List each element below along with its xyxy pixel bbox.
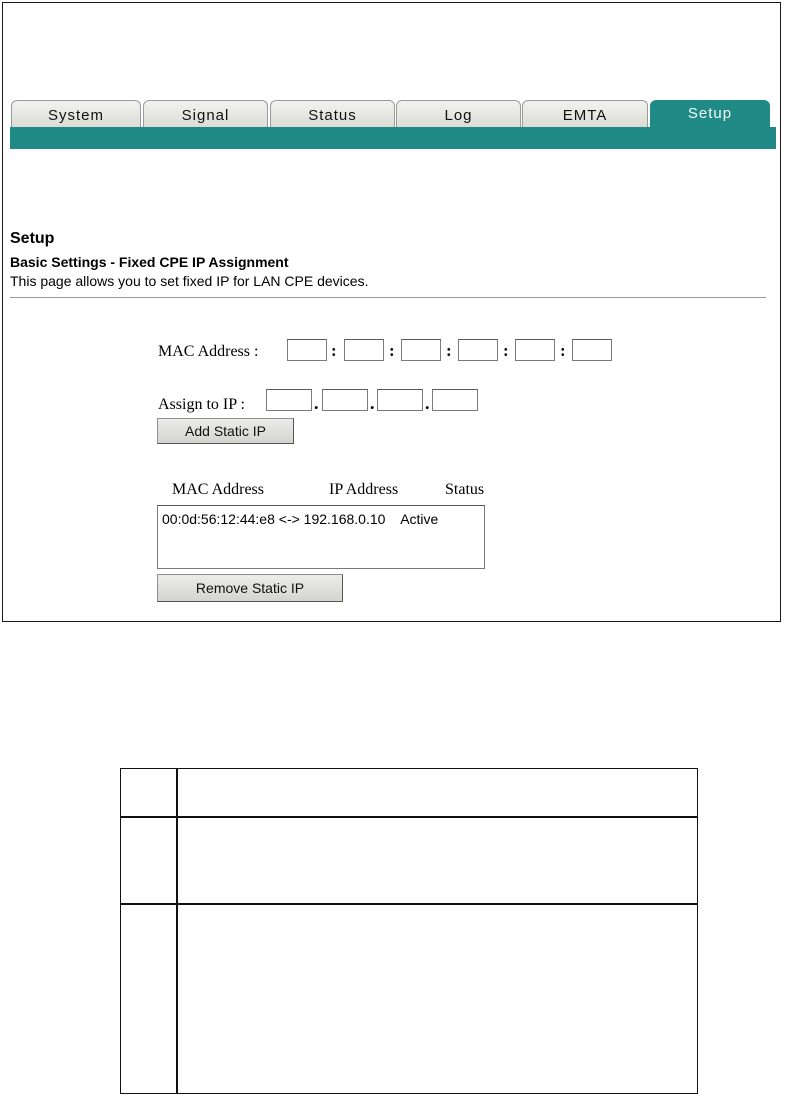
tab-signal[interactable]: Signal — [143, 100, 268, 127]
ip-octet-3-input[interactable] — [377, 389, 423, 411]
tab-bar — [10, 100, 776, 127]
divider — [10, 297, 766, 298]
mac-octet-1-input[interactable] — [287, 339, 327, 361]
static-ip-listbox[interactable] — [157, 505, 485, 569]
list-item[interactable]: 00:0d:56:12:44:e8 <-> 192.168.0.10 Active — [162, 511, 439, 527]
add-static-ip-button[interactable]: Add Static IP — [157, 418, 294, 444]
tab-underline-bar — [10, 127, 776, 149]
ip-octet-1-input[interactable] — [266, 389, 312, 411]
page-subtitle: Basic Settings - Fixed CPE IP Assignment — [10, 254, 289, 270]
ip-octet-2-input[interactable] — [322, 389, 368, 411]
colon-separator: : — [389, 341, 395, 360]
remove-static-ip-button[interactable]: Remove Static IP — [157, 574, 343, 602]
tab-log[interactable]: Log — [396, 100, 521, 127]
table-row-divider — [121, 903, 697, 905]
page-description: This page allows you to set fixed IP for LAN CPE devices. — [10, 273, 369, 289]
tab-status[interactable]: Status — [270, 100, 395, 127]
tab-emta[interactable]: EMTA — [522, 100, 648, 127]
colon-separator: : — [446, 341, 452, 360]
dot-separator: . — [425, 393, 430, 413]
mac-octet-3-input[interactable] — [401, 339, 441, 361]
mac-address-label: MAC Address : — [158, 343, 259, 360]
colon-separator: : — [560, 341, 566, 360]
table-row-divider — [121, 816, 697, 818]
mac-octet-5-input[interactable] — [515, 339, 555, 361]
column-header-status: Status — [445, 481, 485, 498]
colon-separator: : — [331, 341, 337, 360]
document-table — [120, 768, 698, 1094]
tab-setup[interactable]: Setup — [650, 100, 770, 127]
dot-separator: . — [370, 393, 375, 413]
column-header-ip: IP Address — [329, 481, 399, 498]
colon-separator: : — [503, 341, 509, 360]
assign-ip-label: Assign to IP : — [158, 396, 245, 413]
mac-octet-4-input[interactable] — [458, 339, 498, 361]
table-column-divider — [176, 769, 178, 1093]
dot-separator: . — [314, 393, 319, 413]
mac-octet-2-input[interactable] — [344, 339, 384, 361]
ip-octet-4-input[interactable] — [432, 389, 478, 411]
column-header-mac: MAC Address — [172, 481, 265, 498]
mac-octet-6-input[interactable] — [572, 339, 612, 361]
tab-system[interactable]: System — [11, 100, 141, 127]
page-title: Setup — [10, 230, 55, 247]
